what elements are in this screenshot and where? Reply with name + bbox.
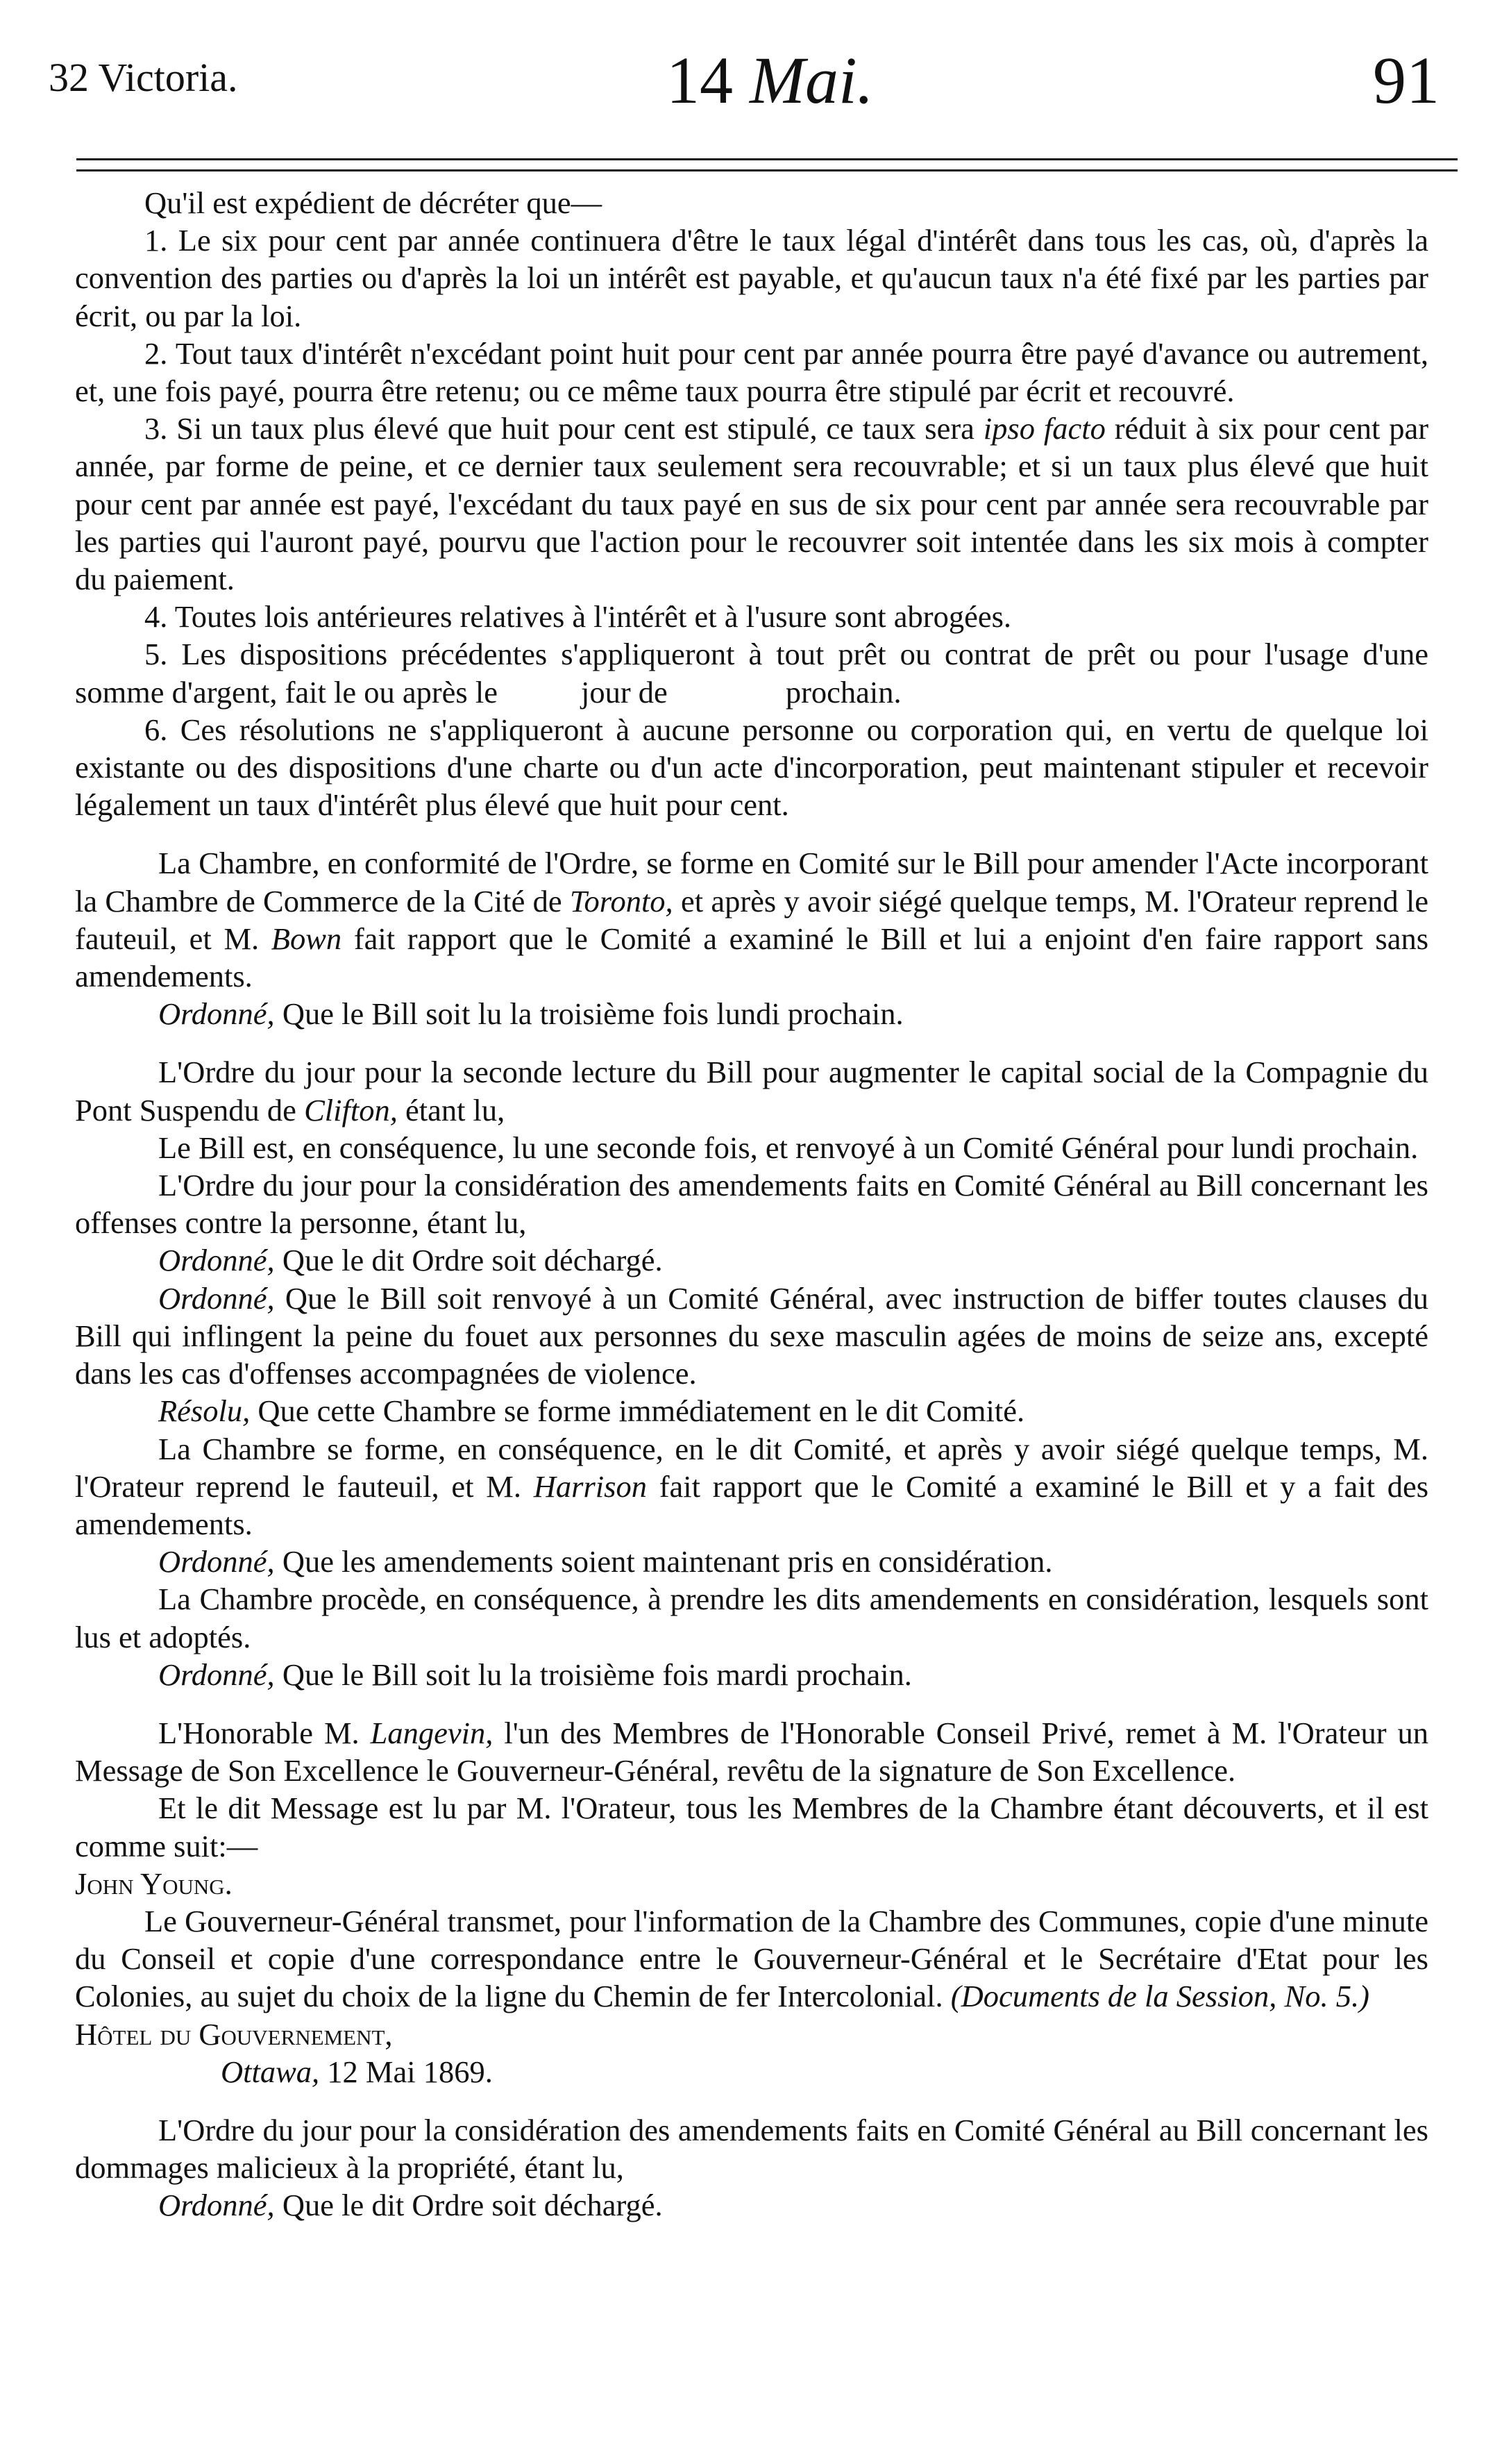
paragraph-committee-report bbox=[75, 1430, 1428, 1543]
resolution-4 bbox=[75, 598, 1428, 635]
resolution-2 bbox=[75, 335, 1428, 410]
text: L'Honorable M. bbox=[158, 1715, 360, 1750]
order-text: Que le Bill soit lu la troisième fois lundi prochain. bbox=[282, 996, 904, 1032]
resolution-1 bbox=[75, 221, 1428, 335]
resolution-number: 5. bbox=[144, 637, 168, 672]
text: Le Gouverneur-Général transmet, pour l'information de la Chambre des Communes, copie d'une minute du Conseil et copie d'une correspondance entre le Gouverneur-Général et le Secrétaire d'Etat pour les Colonies, au sujet du choix de la ligne du Chemin de fer Intercolonial. bbox=[75, 1903, 1428, 2014]
resolution-6 bbox=[75, 711, 1428, 824]
resolution-text: Si un taux plus élevé que huit pour cent est stipulé, ce taux sera bbox=[176, 411, 974, 446]
order-label: Ordonné, bbox=[158, 996, 275, 1032]
resolution-text: Tout taux d'intérêt n'excédant point huit pour cent par année pourra être payé d'avance ou autrement, et, une fois payé, pourra être retenu; ou ce même taux pourra être stipulé par écrit et recouvré. bbox=[75, 335, 1428, 409]
page-header bbox=[0, 0, 1502, 139]
page-number: 91 bbox=[1373, 43, 1440, 117]
resolution-5 bbox=[75, 635, 1428, 710]
message-origin: Hôtel du Gouvernement, bbox=[75, 2016, 393, 2052]
resolution-number: 4. bbox=[144, 599, 168, 635]
paragraph-second-reading: Le Bill est, en conséquence, lu une seconde fois, et renvoyé à un Comité Général pour lundi prochain. bbox=[158, 1130, 1419, 1165]
text: étant lu, bbox=[405, 1092, 505, 1128]
paragraph-offenses-bill: L'Ordre du jour pour la considération des amendements faits en Comité Général au Bill concernant les offenses contre la personne, étant lu, bbox=[75, 1168, 1428, 1241]
date-month: Mai. bbox=[750, 43, 874, 117]
message-date bbox=[221, 2053, 1428, 2090]
text: La Chambre, en conformité de l'Ordre, se forme en Comité sur le Bill pour amender l'Acte incorporant la Chambre de Commerce de la Cité de bbox=[75, 846, 1428, 919]
text: fait rapport que le Comité a examiné le Bill et y a fait des amendements. bbox=[75, 1468, 1429, 1541]
member-name: Bown bbox=[271, 921, 342, 956]
order-4 bbox=[75, 1543, 1428, 1580]
order-label: Ordonné, bbox=[158, 2188, 275, 2223]
document-reference: (Documents de la Session, No. 5.) bbox=[950, 1979, 1369, 2014]
text: La Chambre se forme, en conséquence, en le dit Comité, et après y avoir siégé quelque temps, M. l'Orateur reprend le fauteuil, et M. bbox=[75, 1431, 1428, 1504]
page-date bbox=[666, 42, 874, 119]
resolution-text: Ces résolutions ne s'appliqueront à aucune personne ou corporation qui, en vertu de quelque loi existante ou des dispositions d'une charte ou d'un acte d'incorporation, peut maintenant stipuler et recevoir légalement un taux d'intérêt plus élevé que huit pour cent. bbox=[75, 712, 1429, 823]
latin-phrase: ipso facto bbox=[983, 411, 1106, 446]
resolution-number: 6. bbox=[144, 712, 168, 747]
order-label: Ordonné, bbox=[158, 1243, 275, 1278]
order-3 bbox=[75, 1280, 1428, 1393]
date-day: 14 bbox=[666, 43, 733, 117]
order-text: Que les amendements soient maintenant pris en considération. bbox=[282, 1544, 1053, 1579]
paragraph-clifton-bill bbox=[75, 1053, 1428, 1128]
paragraph-message-read: Et le dit Message est lu par M. l'Orateur, tous les Membres de la Chambre étant découverts, et il est comme suit:— bbox=[75, 1791, 1428, 1863]
header-rule-bottom bbox=[76, 169, 1458, 171]
text: L'Ordre du jour pour la seconde lecture du Bill pour augmenter le capital social de la Compagnie du Pont Suspendu de bbox=[75, 1055, 1428, 1128]
member-name: Harrison bbox=[533, 1468, 647, 1504]
resolution-text: Le six pour cent par année continuera d'être le taux légal d'intérêt dans tous les cas, où, d'après la convention des parties ou d'après la loi un intérêt est payable, et qu'aucun taux n'a été fixé par les parties par écrit, ou par la loi. bbox=[75, 223, 1428, 333]
text: l'un des Membres de l'Honorable Conseil Privé, remet à M. l'Orateur un Message de Son Excellence le Gouverneur-Général, revêtu de la signature de Son Excellence. bbox=[75, 1715, 1429, 1788]
resolution-text: prochain. bbox=[785, 674, 902, 710]
resolution-text: Toutes lois antérieures relatives à l'intérêt et à l'usure sont abrogées. bbox=[174, 599, 1012, 635]
resolution-text: jour de bbox=[581, 674, 668, 710]
paragraph-message-body bbox=[75, 1902, 1428, 2015]
place-name: Ottawa, bbox=[221, 2054, 320, 2089]
order-label: Ordonné, bbox=[158, 1657, 275, 1692]
resolution-label: Résolu, bbox=[158, 1393, 251, 1429]
resolution-number: 2. bbox=[144, 335, 168, 371]
place-name: Clifton, bbox=[304, 1092, 398, 1128]
order-2 bbox=[75, 1241, 1428, 1279]
order-6 bbox=[75, 2186, 1428, 2224]
header-rule-top bbox=[76, 158, 1458, 160]
order-text: Que le Bill soit renvoyé à un Comité Général, avec instruction de biffer toutes clauses du Bill qui inflingent la peine du fouet aux personnes du sexe masculin agées de moins de seize ans, excepté dans les cas d'offenses accompagnées de violence. bbox=[75, 1280, 1429, 1391]
resolution-number: 3. bbox=[144, 411, 168, 446]
paragraph-amendments-adopted: La Chambre procède, en conséquence, à prendre les dits amendements en considération, lesquels sont lus et adoptés. bbox=[75, 1582, 1428, 1654]
order-label: Ordonné, bbox=[158, 1544, 275, 1579]
paragraph-dommages-bill: L'Ordre du jour pour la considération des amendements faits en Comité Général au Bill concernant les dommages malicieux à la propriété, étant lu, bbox=[75, 2112, 1428, 2186]
text: fait rapport que le Comité a examiné le Bill et lui a enjoint d'en faire rapport sans amendements. bbox=[75, 921, 1429, 994]
paragraph-message bbox=[75, 1714, 1428, 1789]
member-name: Langevin, bbox=[370, 1715, 493, 1750]
resolution-3 bbox=[75, 410, 1428, 598]
resolution-number: 1. bbox=[144, 223, 168, 258]
order-5 bbox=[75, 1656, 1428, 1693]
resolutions-intro: Qu'il est expédient de décréter que— bbox=[144, 185, 602, 220]
city-name: Toronto, bbox=[569, 883, 673, 919]
order-text: Que le dit Ordre soit déchargé. bbox=[282, 1243, 663, 1278]
message-signature: John Young. bbox=[75, 1866, 233, 1901]
text: et après y avoir siégé quelque temps, M. l'Orateur reprend le fauteuil, et M. bbox=[75, 883, 1428, 956]
date-text: 12 Mai 1869. bbox=[327, 2054, 493, 2089]
page-body bbox=[75, 184, 1428, 2224]
resolution-text: Que cette Chambre se forme immédiatement en le dit Comité. bbox=[258, 1393, 1025, 1429]
resolution-text: Les dispositions précédentes s'appliqueront à tout prêt ou contrat de prêt ou pour l'usage d'une somme d'argent, fait le ou après le bbox=[75, 637, 1428, 710]
resolution-committee bbox=[75, 1392, 1428, 1430]
order-text: Que le dit Ordre soit déchargé. bbox=[282, 2188, 663, 2223]
regnal-year: 32 Victoria. bbox=[49, 55, 238, 100]
paragraph-toronto-bill bbox=[75, 844, 1428, 995]
resolution-text: réduit à six pour cent par année, par forme de peine, et ce dernier taux seulement sera recouvrable; et si un taux plus élevé que huit pour cent par année est payé, l'excédant du taux payé en sus de six pour cent par année sera recouvrable par les parties qui l'auront payé, pourvu que l'action pour le recouvrer soit intentée dans les six mois à compter du paiement. bbox=[75, 411, 1429, 597]
order-label: Ordonné, bbox=[158, 1280, 275, 1316]
order-1 bbox=[75, 995, 1428, 1032]
order-text: Que le Bill soit lu la troisième fois mardi prochain. bbox=[282, 1657, 912, 1692]
